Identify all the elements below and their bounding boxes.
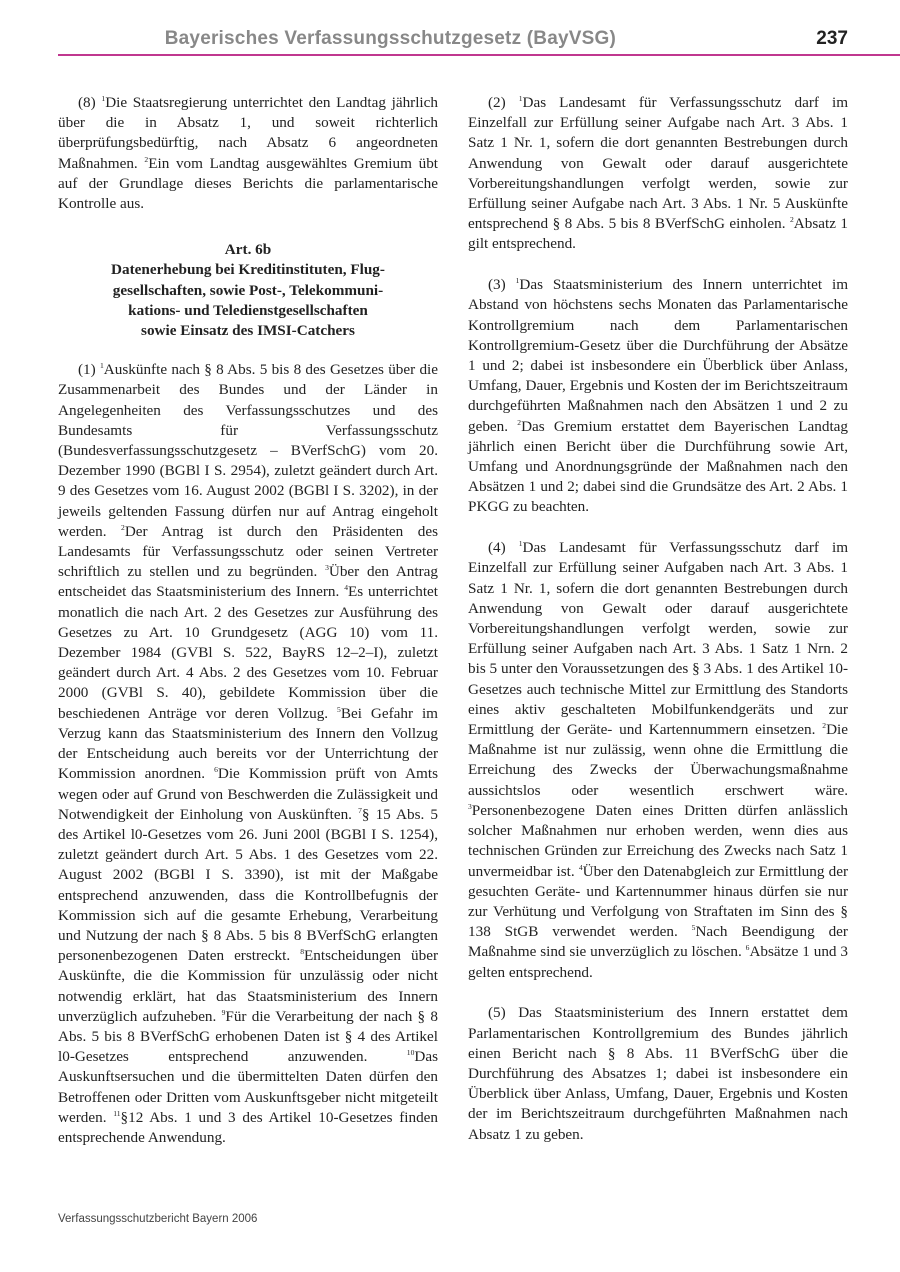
paragraph-3: (3) $^1$Das Staatsministerium des Innern unterrichtet im Abstand von höchstens sechs Monaten das Parlamentarische Kontrollgremium nach dem Parlamentarischen Kontrollgremium-Gesetz über die Durchführung der Absätze 1 und 2; dabei ist insbesondere ein Überblick über Anlass, Umfang, Dauer, Ergebnis und Kosten der im Berichtszeitraum durchgeführten Maßnahmen nach den Absätzen 1 und 2 zu geben. $^2$Das Gremium erstattet dem Bayerischen Landtag jährlich einen Bericht über die Durchführung sowie Art, Umfang und Anordnungsgründe der Maßnahmen nach den Absätzen 1 und 2; dabei sind die Grundsätze des Art. 2 Abs. 1 PKGG zu beachten. (468, 276, 849, 516)
paragraph-4: (4) $^1$Das Landesamt für Verfassungsschutz darf im Einzelfall zur Erfüllung seiner Aufgaben nach Art. 3 Abs. 1 Satz 1 Nr. 1, sofern die dort genannten Bestrebungen durch Anwendung von Gewalt oder darauf ausgerichtete Vorbereitungshandlungen verfolgt werden, sowie zur Erfüllung seiner Aufgaben nach Art. 3 Abs. 1 Satz 1 Nrn. 2 bis 5 unter den Voraussetzungen des § 3 Abs. 1 des Artikel 10-Gesetzes auch technische Mittel zur Ermittlung des Standorts eines aktiv geschalteten Mobilfunkendgeräts und zur Ermittlung der Geräte- und Kartennummern einsetzen. $^2$Die Maßnahme ist nur zulässig, wenn ohne die Ermittlung die Erreichung des Zwecks der Überwachungsmaßnahme aussichtslos oder wesentlich erschwert wäre. $^3$Personenbezogene Daten eines Dritten dürfen anlässlich solcher Maßnahmen nur erhoben werden, wenn dies aus technischen Gründen zur Erreichung des Zwecks nach Satz 1 unvermeidbar ist. $^4$Über den Datenabgleich zur Ermittlung der gesuchten Geräte- und Kartennummer hinaus dürfen sie nur zur Verhütung und Verfolgung von Straftaten im Sinn des § 138 StGB verwendet werden. $^5$Nach Beendigung der Maßnahme sind sie unverzüglich zu löschen. $^6$Absätze 1 und 3 gelten entsprechend. (468, 539, 849, 981)
article-heading (58, 240, 438, 341)
paragraph-5: (5) Das Staatsministerium des Innern erstattet dem Parlamentarischen Kontrollgremium des Bundes jährlich einen Bericht nach § 8 Abs. 11 BVerfSchG über die Durchführung des Absatzes 1; dabei ist insbesondere ein Überblick über Anlass, Umfang, Dauer, Ergebnis und Kosten der im Berichtszeitraum durchgeführten Maßnahmen nach Absatz 1 zu geben. (468, 1004, 848, 1143)
header-rule (58, 54, 900, 56)
right-column (468, 93, 848, 1145)
article-number: Art. 6b (224, 241, 272, 259)
article-title-line: sowie Einsatz des IMSI-Catchers (141, 322, 355, 340)
page-footer: Verfassungsschutzbericht Bayern 2006 (58, 1213, 258, 1225)
left-column (58, 93, 438, 1148)
article-title-line: kations- und Teledienstgesellschaften (128, 301, 368, 319)
article-title-line: gesellschaften, sowie Post-, Telekommuni- (112, 281, 384, 299)
header-title: Bayerisches Verfassungsschutzgesetz (BayVSG) (164, 28, 616, 49)
paragraph-2: (2) $^1$Das Landesamt für Verfassungsschutz darf im Einzelfall zur Erfüllung seiner Aufgabe nach Art. 3 Abs. 1 Satz 1 Nr. 1, sofern die dort genannten Bestrebungen durch Anwendung von Gewalt oder darauf ausgerichtete Vorbereitungshandlungen verfolgt werden, sowie zur Erfüllung seiner Aufgabe nach Art. 3 Abs. 1 Nr. 5 Auskünfte entsprechend § 8 Abs. 5 bis 8 BVerfSchG einholen. $^2$Absatz 1 gilt entsprechend. (468, 93, 849, 253)
paragraph-8: (8) $^1$Die Staatsregierung unterrichtet den Landtag jährlich über die in Absatz 1, und soweit richterlich überprüfungsbedürftig, nach Absatz 6 angeordneten Maßnahmen. $^2$Ein vom Landtag ausgewähltes Gremium übt auf der Grundlage dieses Berichts die parlamentarische Kontrolle aus. (58, 93, 439, 213)
paragraph-1: (1) $^1$Auskünfte nach § 8 Abs. 5 bis 8 des Gesetzes über die Zusammenarbeit des Bundes und der Länder in Angelegenheiten des Verfassungsschutzes und des Bundesamts für Verfassungsschutz (Bundesverfassungsschutzgesetz – BVerfSchG) vom 20. Dezember 1990 (BGBl I S. 2954), zuletzt geändert durch Art. 9 des Gesetzes vom 16. August 2002 (BGBl I S. 3202), in der jeweils geltenden Fassung dürfen nur auf Antrag eingeholt werden. $^2$Der Antrag ist durch den Präsidenten des Landesamts für Verfassungsschutz oder seinen Vertreter schriftlich zu stellen und zu begründen. $^3$Über den Antrag entscheidet das Staatsministerium des Innern. $^4$Es unterrichtet monatlich die nach Art. 2 des Gesetzes zur Ausführung des Gesetzes zu Art. 10 Grundgesetz (AGG 10) vom 11. Dezember 1984 (GVBl S. 522, BayRS 12–2–I), zuletzt geändert durch Art. 4 Abs. 2 des Gesetzes vom 10. Februar 2000 (GVBl S. 40), gebildete Kommission über die beschiedenen Anträge vor deren Vollzug. $^5$Bei Gefahr im Verzug kann das Staatsministerium des Innern den Vollzug der Entscheidung auch bereits vor der Unterrichtung der Kommission anordnen. $^6$Die Kommission prüft von Amts wegen oder auf Grund von Beschwerden die Zulässigkeit und Notwendigkeit der Einholung von Auskünften. $^7$§ 15 Abs. 5 des Artikel l0-Gesetzes vom 26. Juni 200l (BGBl I S. 1254), zuletzt geändert durch Art. 5 Abs. 1 des Gesetzes vom 22. August 2002 (BGBl I S. 3390), ist mit der Maßgabe entsprechend anzuwenden, dass die Kontrollbefugnis der Kommission sich auf die gesamte Erhebung, Verarbeitung und Nutzung der nach § 8 Abs. 5 bis 8 BVerfSchG erlangten personenbezogenen Daten erstreckt. $^8$Entscheidungen über Auskünfte, die die Kommission für unzulässig oder nicht notwendig erklärt, hat das Staatsministerium des Innern unverzüglich aufzuheben. $^9$Für die Verarbeitung der nach § 8 Abs. 5 bis 8 BVerfSchG erhobenen Daten ist § 4 des Artikel l0-Gesetzes entsprechend anzuwenden. $^{10}$Das Auskunftsersuchen und die übermittelten Daten dürfen den Betroffenen oder Dritten vom Auskunftsgeber nicht mitgeteilt werden. $^{11}$§12 Abs. 1 und 3 des Artikel 10-Gesetzes finden entsprechende Anwendung. (58, 361, 439, 1146)
page-number: 237 (816, 28, 848, 49)
article-title-line: Datenerhebung bei Kreditinstituten, Flug- (111, 261, 385, 279)
running-header (58, 26, 848, 56)
